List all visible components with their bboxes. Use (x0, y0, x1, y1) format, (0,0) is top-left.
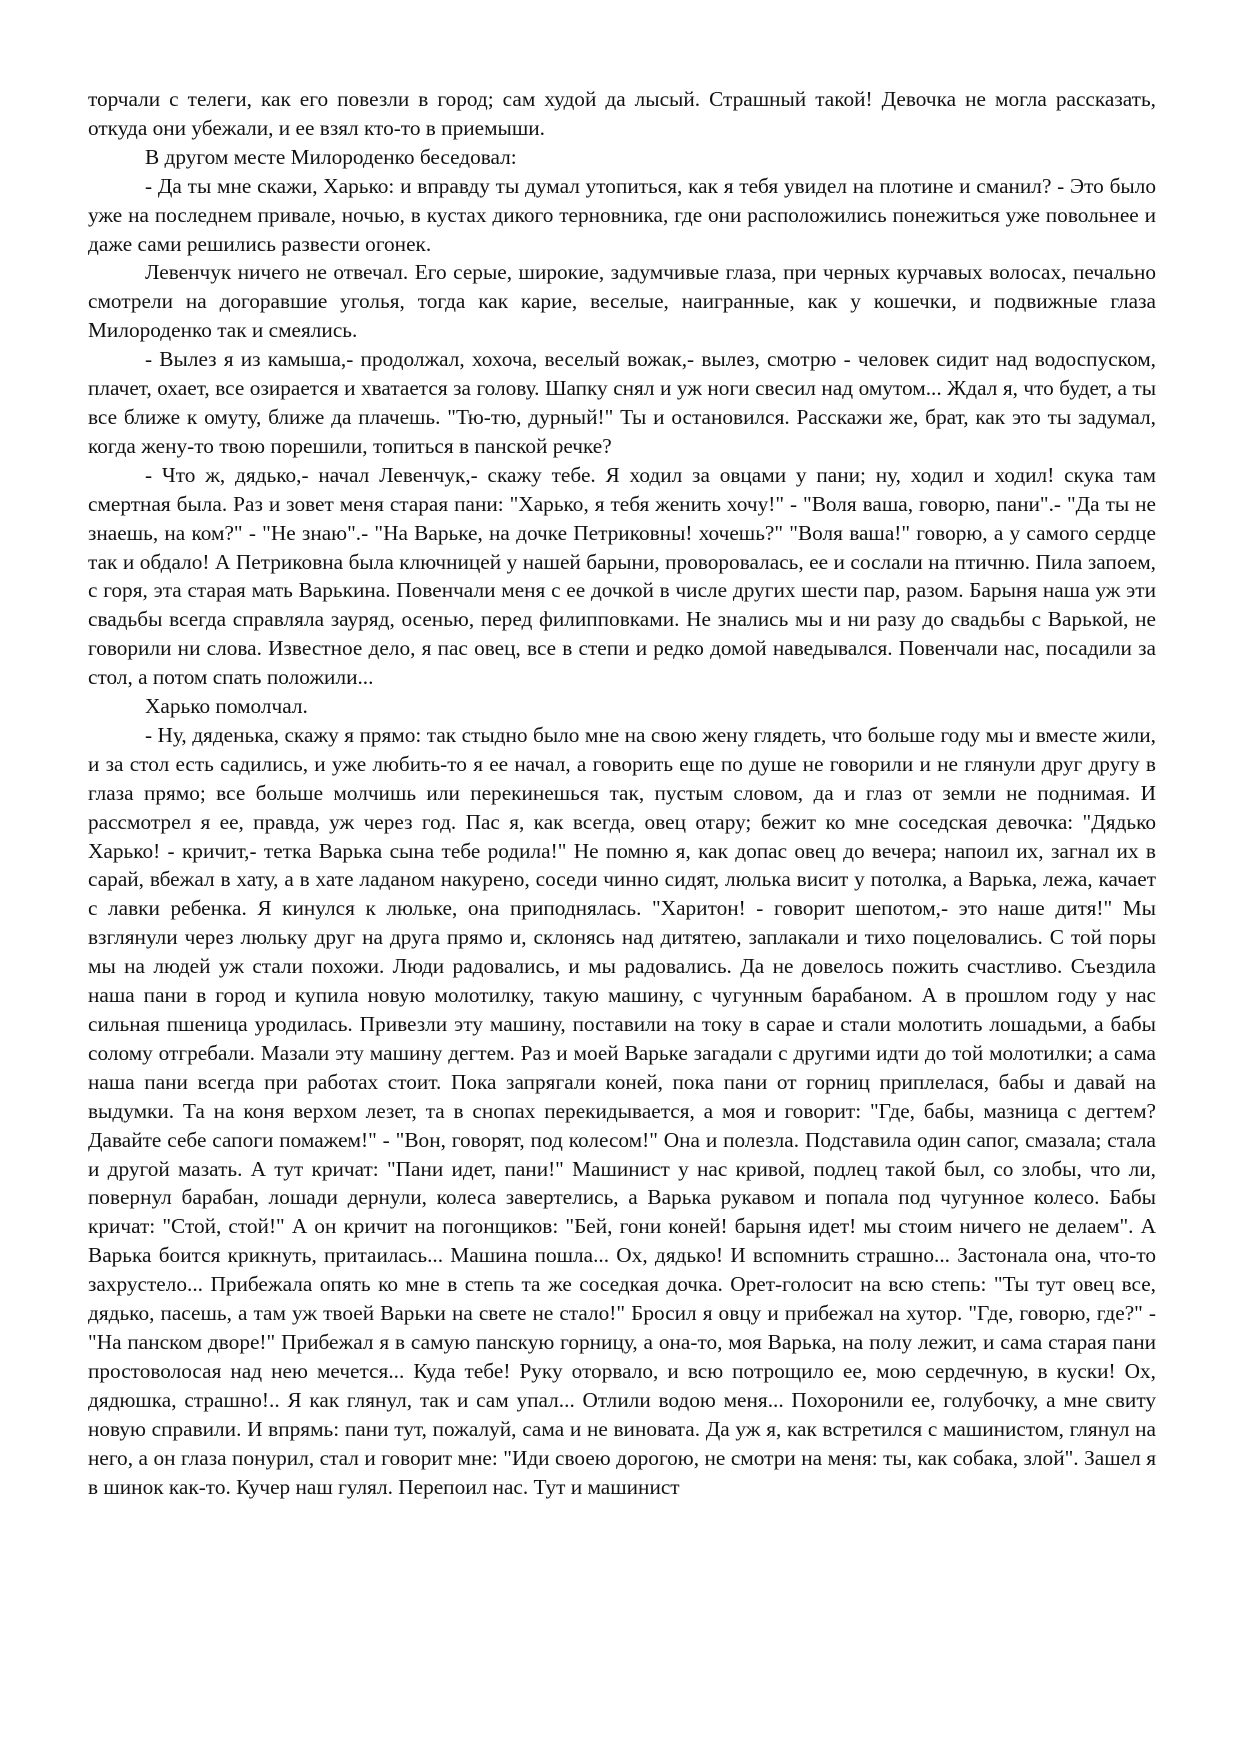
paragraph: - Ну, дяденька, скажу я прямо: так стыдно было мне на свою жену глядеть, что больше году мы и вместе жили, и за стол есть садились, и уже любить-то я ее начал, а говорить еще по душе не говорили и не глянули друг другу в глаза прямо; все больше молчишь или перекинешься так, пустым словом, да и глаз от земли не поднимая. И рассмотрел я ее, правда, уж через год. Пас я, как всегда, овец отару; бежит ко мне соседская девочка: "Дядько Харько! - кричит,- тетка Варька сына тебе родила!" Не помню я, как допас овец до вечера; напоил их, загнал их в сарай, вбежал в хату, а в хате ладаном накурено, соседи чинно сидят, люлька висит у потолка, а Варька, лежа, качает с лавки ребенка. Я кинулся к люльке, она приподнялась. "Харитон! - говорит шепотом,- это наше дитя!" Мы взглянули через люльку друг на друга прямо и, склонясь над дитятею, заплакали и тихо поцеловались. С той поры мы на людей уж стали похожи. Люди радовались, и мы радовались. Да не довелось пожить счастливо. Съездила наша пани в город и купила новую молотилку, такую машину, с чугунным барабаном. А в прошлом году у нас сильная пшеница уродилась. Привезли эту машину, поставили на току в сарае и стали молотить лошадьми, а бабы солому отгребали. Мазали эту машину дегтем. Раз и моей Варьке загадали с другими идти до той молотилки; а сама наша пани всегда при работах стоит. Пока запрягали коней, пока пани от горниц приплелася, бабы и давай на выдумки. Та на коня верхом лезет, та в снопах перекидывается, а моя и говорит: "Где, бабы, мазница с дегтем? Давайте себе сапоги помажем!" - "Вон, говорят, под колесом!" Она и полезла. Подставила один сапог, смазала; стала и другой мазать. А тут кричат: "Пани идет, пани!" Машинист у нас кривой, подлец такой был, со злобы, что ли, повернул барабан, лошади дернули, колеса завертелись, а Варька рукавом и попала под чугунное колесо. Бабы кричат: "Стой, стой!" А он кричит на погонщиков: "Бей, гони коней! барыня идет! мы стоим ничего не делаем". А Варька боится крикнуть, притаилась... Машина пошла... Ох, дядько! И вспомнить страшно... Застонала она, что-то захрустело... Прибежала опять ко мне в степь та же соседкая дочка. Орет-голосит на всю степь: "Ты тут овец все, дядько, пасешь, а там уж твоей Варьки на свете не стало!" Бросил я овцу и прибежал на хутор. "Где, говорю, где?" - "На панском дворе!" Прибежал я в самую панскую горницу, а она-то, моя Варька, на полу лежит, и сама старая пани простоволосая над нею мечется... Куда тебе! Руку оторвало, и всю потрощило ее, мою сердечную, в куски! Ох, дядюшка, страшно!.. Я как глянул, так и сам упал... Отлили водою меня... Похоронили ее, голубочку, а мне свиту новую справили. И впрямь: пани тут, пожалуй, сама и не виновата. Да уж я, как встретился с машинистом, глянул на него, а он глаза понурил, стал и говорит мне: "Иди своею дорогою, не смотри на меня: ты, как собака, злой". Зашел я в шинок как-то. Кучер наш гулял. Перепоил нас. Тут и машинист (88, 722, 1156, 1499)
paragraph-continuation: торчали с телеги, как его повезли в город; сам худой да лысый. Страшный такой! Девочка не могла рассказать, откуда они убежали, и ее взял кто-то в приемыши. (88, 87, 1156, 140)
document-page (88, 85, 1156, 1501)
paragraph: Харько помолчал. (145, 694, 308, 719)
paragraph: - Вылез я из камыша,- продолжал, хохоча, веселый вожак,- вылез, смотрю - человек сидит над водоспуском, плачет, охает, все озирается и хватается за голову. Шапку снял и уж ноги свесил над омутом... Ждал я, что будет, а ты все ближе к омуту, ближе да плачешь. "Тю-тю, дурный!" Ты и остановился. Расскажи же, брат, как это ты задумал, когда жену-то твою порешили, топиться в панской речке? (88, 347, 1156, 458)
paragraph: В другом месте Милороденко беседовал: (145, 144, 517, 169)
paragraph: - Да ты мне скажи, Харько: и вправду ты думал утопиться, как я тебя увидел на плотине и сманил? - Это было уже на последнем привале, ночью, в кустах дикого терновника, где они расположились понежиться уже повольнее и даже сами решились развести огонек. (88, 173, 1156, 256)
paragraph: Левенчук ничего не отвечал. Его серые, широкие, задумчивые глаза, при черных курчавых волосах, печально смотрели на догоравшие уголья, тогда как карие, веселые, наигранные, как у кошечки, и подвижные глаза Милороденко так и смеялись. (88, 260, 1156, 343)
paragraph: - Что ж, дядько,- начал Левенчук,- скажу тебе. Я ходил за овцами у пани; ну, ходил и ходил! скука там смертная была. Раз и зовет меня старая пани: "Харько, я тебя женить хочу!" - "Воля ваша, говорю, пани".- "Да ты не знаешь, на ком?" - "Не знаю".- "На Варьке, на дочке Петриковны! хочешь?" "Воля ваша!" говорю, а у самого сердце так и обдало! А Петриковна была ключницей у нашей барыни, проворовалась, ее и сослали на птичню. Пила запоем, с горя, эта старая мать Варькина. Повенчали меня с ее дочкой в числе других шести пар, разом. Барыня наша уж эти свадьбы всегда справляла зауряд, осенью, перед филипповками. Не знались мы и ни разу до свадьбы с Варькой, не говорили ни слова. Известное дело, я пас овец, все в степи и редко домой наведывался. Повенчали нас, посадили за стол, а потом спать положили... (88, 462, 1156, 690)
